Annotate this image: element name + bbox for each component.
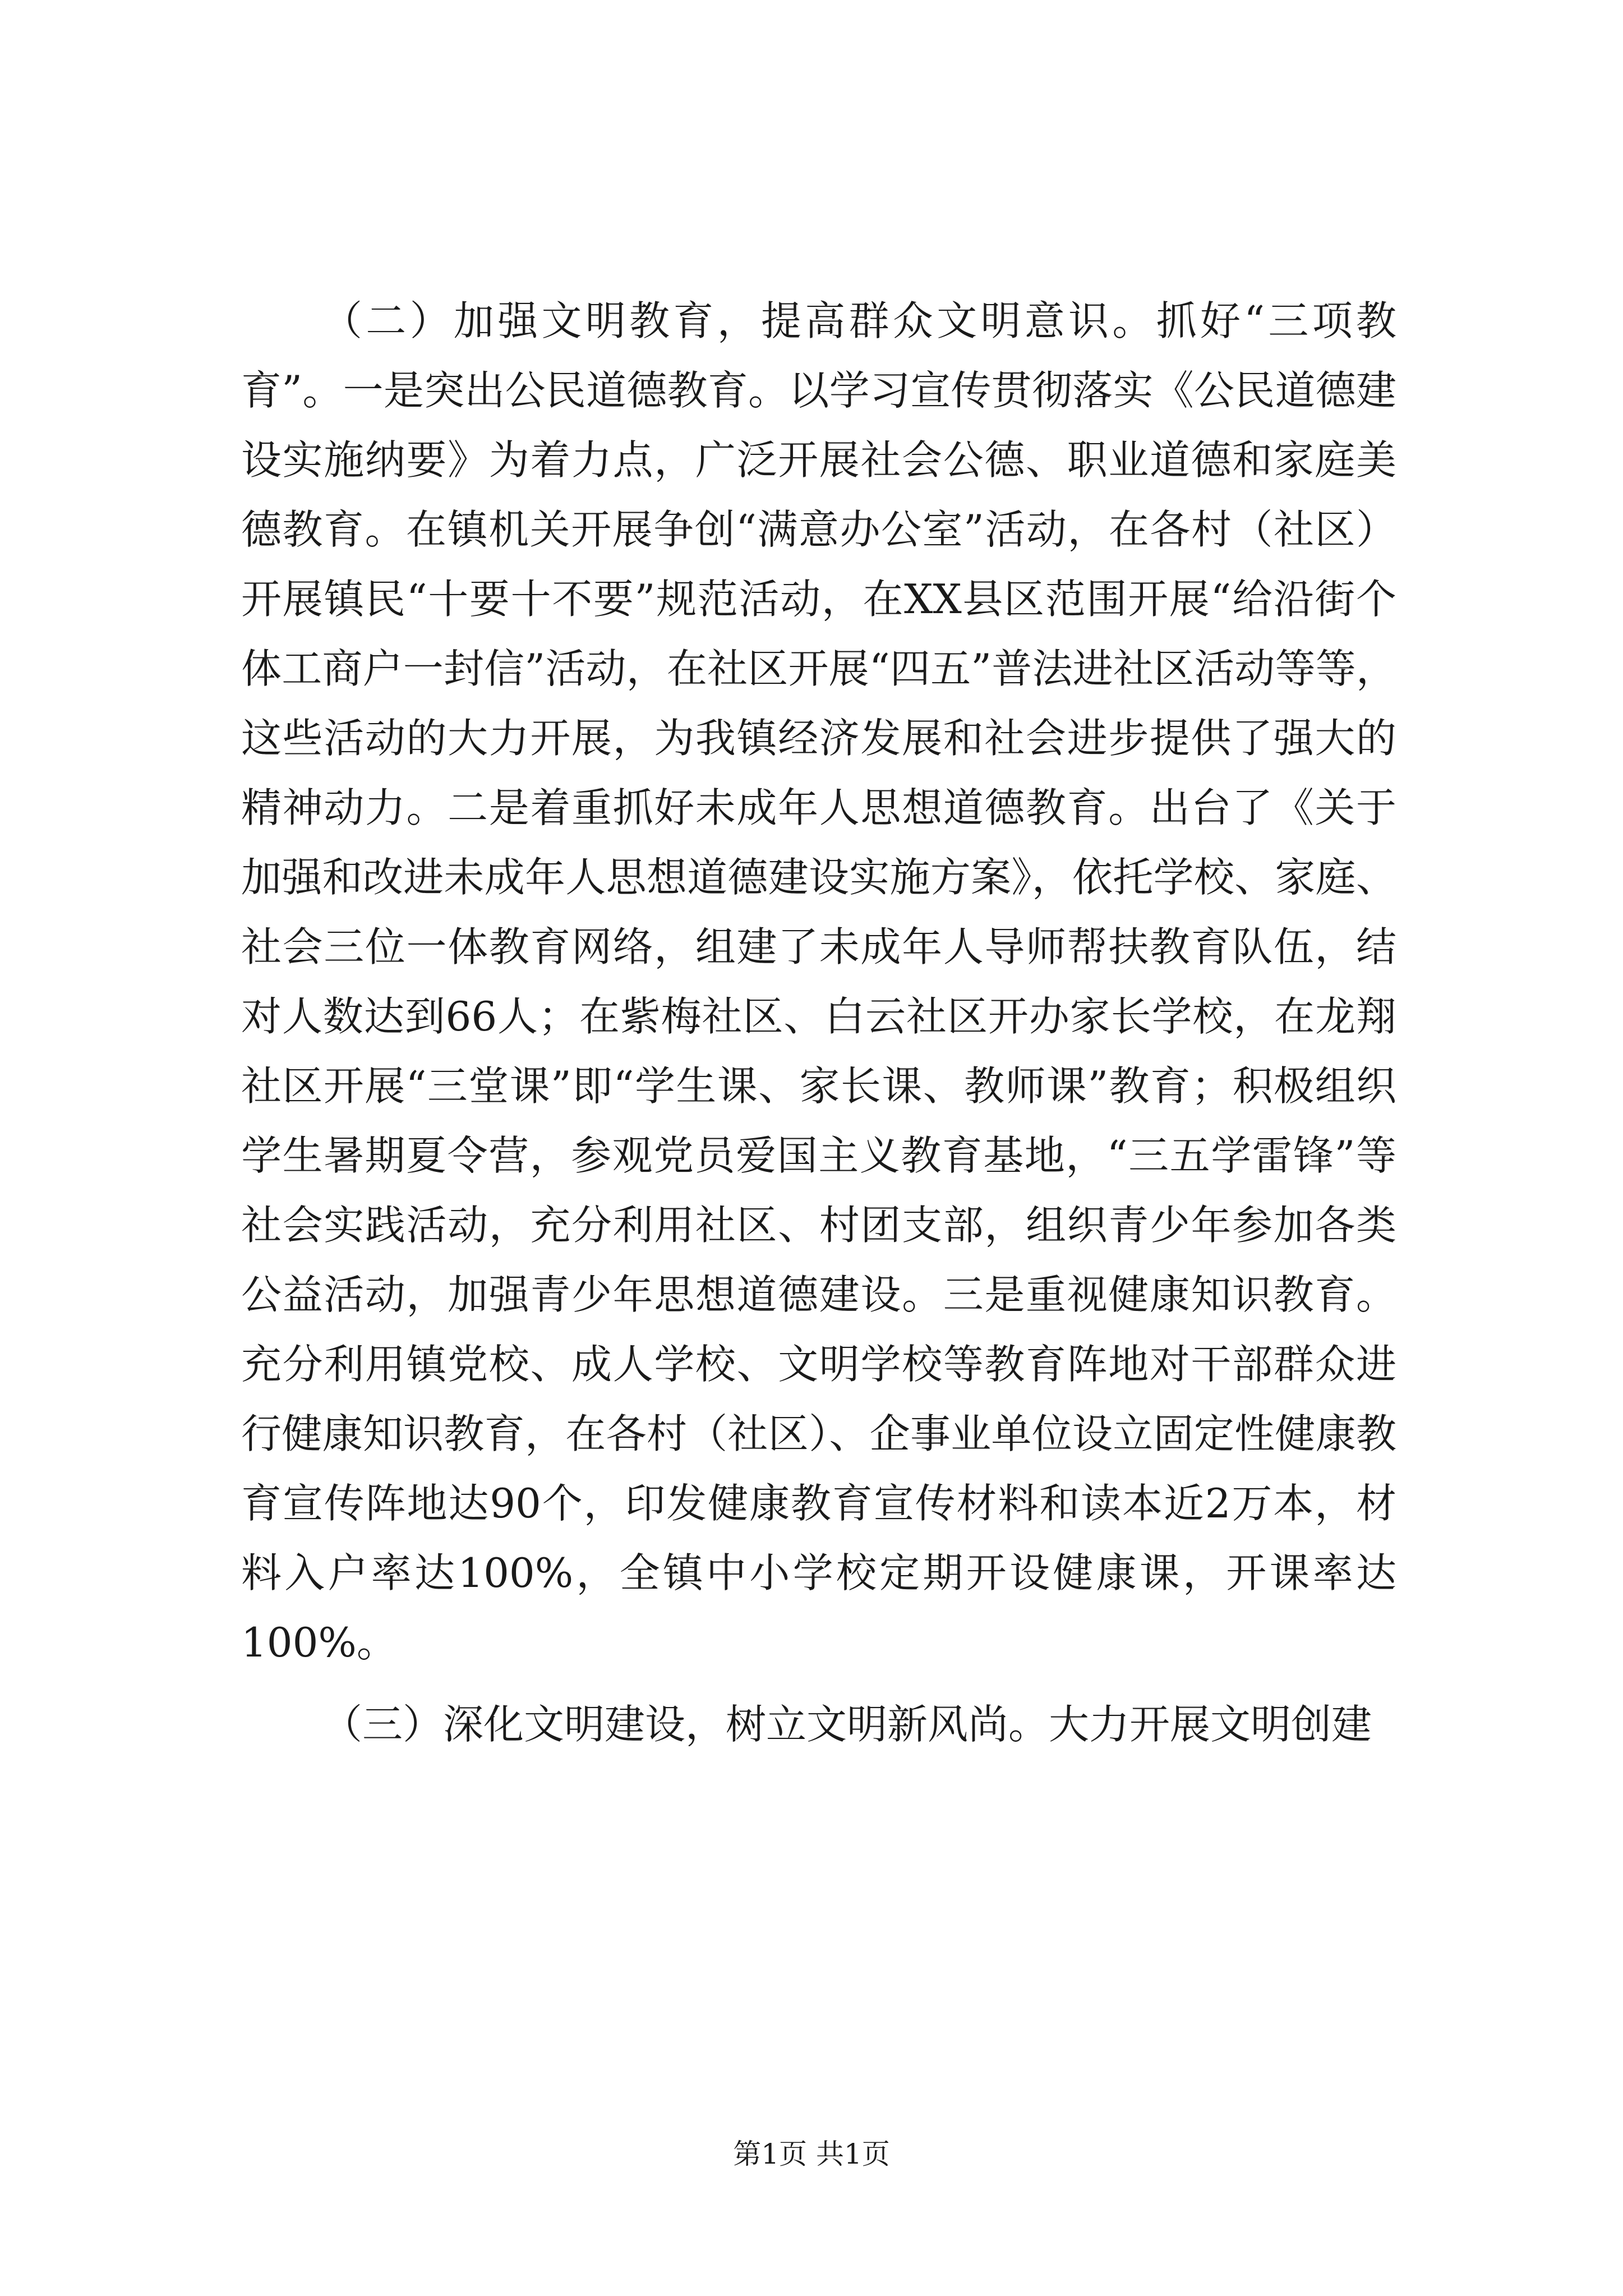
paragraph-education: （二）加强文明教育，提高群众文明意识。抓好“三项教育”。一是突出公民道德教育。以学习宣传贯彻落实《公民道德建设实施纳要》为着力点，广泛开展社会公德、职业道德和家庭美德教育。在镇机关开展争创“满意办公室”活动，在各村（社区）开展镇民“十要十不要”规范活动，在XX县区范围开展“给沿街个体工商户一封信”活动，在社区开展“四五”普法进社区活动等等，这些活动的大力开展，为我镇经济发展和社会进步提供了强大的精神动力。二是着重抓好未成年人思想道德教育。出台了《关于加强和改进未成年人思想道德建设实施方案》，依托学校、家庭、社会三位一体教育网络，组建了未成年人导师帮扶教育队伍，结对人数达到66人；在紫梅社区、白云社区开办家长学校，在龙翔社区开展“三堂课”即“学生课、家长课、教师课”教育；积极组织学生暑期夏令营，参观党员爱国主义教育基地，“三五学雷锋”等社会实践活动，充分利用社区、村团支部，组织青少年参加各类公益活动，加强青少年思想道德建设。三是重视健康知识教育。充分利用镇党校、成人学校、文明学校等教育阵地对干部群众进行健康知识教育，在各村（社区）、企事业单位设立固定性健康教育宣传阵地达90个，印发健康教育宣传材料和读本近2万本，材料入户率达100%，全镇中小学校定期开设健康课，开课率达100%。 [241,297,1396,1666]
document-body [241,286,1396,1772]
paragraph-civilization-building: （三）深化文明建设，树立文明新风尚。大力开展文明创建 [322,1701,1372,1748]
page-footer: 第1页 共1页 [733,2138,890,2170]
